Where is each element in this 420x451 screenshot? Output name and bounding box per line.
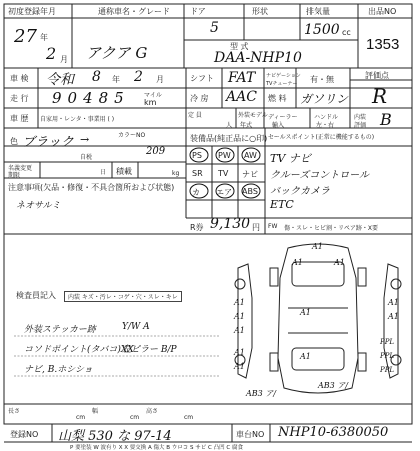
displacement-unit: cc [342, 28, 351, 37]
rating-label: 評価点 [365, 71, 389, 80]
fuel-label: 燃 料 [268, 94, 287, 103]
inspection-note-sticker: 外装ステッカー跡 [24, 325, 96, 335]
ownership-deadline-label: 期限 [8, 172, 21, 179]
capacity-label: 定 員 [188, 112, 202, 119]
inspection-month: 2 [134, 69, 143, 85]
inspection-note-yw: Y/W A [122, 322, 150, 332]
exterior-model-label: 外装モデル [238, 112, 268, 119]
door-label: ドア [190, 7, 206, 16]
tax-label: 自税 [80, 154, 93, 161]
equipment-circles [186, 146, 266, 218]
sales-point-back-camera: バックカメラ [270, 186, 330, 197]
color-no-label: カラーNO [118, 132, 146, 139]
interior-label: 内装 [354, 114, 367, 121]
chassis-value: NHP10-6380050 [278, 425, 389, 440]
ac-label: 冷 房 [190, 94, 209, 103]
reg-month-unit: 月 [60, 55, 68, 64]
inspection-month-unit: 月 [156, 75, 164, 84]
ownership-change-label: 名義変更 [8, 165, 33, 172]
rating-value: R [372, 84, 388, 108]
damage-mark: AB3 ア/ [246, 389, 276, 398]
damage-mark: A1 [334, 258, 345, 267]
damage-mark: AB3 ア/ [318, 381, 348, 390]
equipment-pw: PW [218, 151, 231, 160]
sales-point-tv-navi: TV ナビ [270, 152, 311, 165]
inspection-label: 車 検 [10, 74, 29, 83]
damage-mark: PPL [380, 338, 395, 346]
interior-sub-label: 評価 [354, 122, 367, 129]
inspector-notes-label: 検査員記入 [16, 291, 56, 300]
reg-year-value: 27 [14, 26, 37, 47]
equipment-aw: AW [244, 151, 257, 160]
inspection-note-cigarette: コソドポイント(タバコ)XX [24, 345, 134, 355]
equipment-navi: ナビ [242, 170, 258, 179]
damage-mark: PPL [380, 366, 395, 374]
interior-damage-legend: 内装 キズ・汚レ・コゲ・穴・スレ・キレ [64, 291, 182, 302]
handle-label: ハンドル [314, 114, 339, 121]
width-unit: cm [130, 414, 140, 421]
shift-value: FAT [228, 70, 256, 86]
usage-options: 自家用・レンタ・事業用 ( ) [40, 116, 115, 123]
shift-label: シフト [190, 74, 214, 83]
damage-mark: A1 [234, 312, 245, 321]
equipment-sr: SR [192, 169, 203, 178]
damage-mark: PPL [380, 352, 395, 360]
import-label: 輸入 [272, 122, 285, 129]
days-label: 日 [100, 169, 107, 176]
inspection-year-unit: 年 [112, 75, 120, 84]
accum-label: 積載 [116, 167, 132, 176]
recycle-value: 9,130 [210, 216, 251, 232]
reg-month-value: 2 [46, 44, 57, 63]
year-change-label: 年式 [240, 122, 253, 129]
damage-mark: A1 [234, 362, 245, 371]
height-label: 高さ [146, 408, 159, 415]
reg-year-unit: 年 [40, 33, 48, 42]
color-label: 色 [10, 137, 18, 146]
damage-mark: A1 [234, 326, 245, 335]
notes-title: 注意事項(欠品・修復・不具合箇所および状態) [8, 183, 175, 192]
equipment-tv: TV [218, 169, 229, 178]
name-grade-label: 通称車名・グレード [98, 7, 170, 16]
sales-points-title: セールスポイント(正常に機能するもの) [268, 134, 375, 141]
color-arrow: → [80, 133, 90, 146]
inspection-note-pillar: 左ピラー B/P [122, 345, 177, 355]
damage-mark: A1 [312, 242, 323, 251]
equipment-ps: PS [192, 151, 202, 160]
damage-code-legend: P 要塗装 W 波有り X X 要交換 A 傷大 B ウロコ S サビ C 凸凹 C 腐食 [70, 445, 243, 451]
height-unit: cm [184, 414, 194, 421]
reg-no-value: 山梨 530 な 97-14 [58, 429, 172, 444]
dealer-label: ディーラー [268, 114, 298, 121]
fw-label: FW [268, 223, 278, 230]
width-label: 幅 [92, 408, 99, 415]
accum-unit: kg [172, 170, 180, 177]
damage-mark: A1 [388, 298, 399, 307]
chassis-label: 車台NO [236, 430, 265, 439]
inspection-year: 8 [92, 69, 101, 85]
displacement-label: 排気量 [306, 7, 330, 16]
inspection-note-navi: ナビ, B.ホシショ [24, 365, 93, 375]
model-type-label: 型 式 [230, 42, 249, 51]
mileage-value: 90485 [52, 89, 130, 107]
equipment-title: 装備品(純正品に○印) [190, 134, 268, 143]
mileage-unit-mile: マイル [144, 92, 162, 99]
sales-point-cruise-control: クルーズコントロール [270, 170, 369, 181]
recycle-label: R券 [190, 223, 204, 232]
inspection-era: 令和 [46, 72, 74, 88]
damage-mark: A1 [300, 352, 311, 361]
interior-rating-value: B [380, 110, 392, 129]
model-type-value: DAA-NHP10 [214, 50, 302, 66]
nav-yes-no-label: 有・無 [310, 75, 334, 84]
shape-label: 形状 [252, 7, 268, 16]
nav-label: ナビゲーション [266, 73, 301, 79]
mileage-unit-km: km [144, 98, 157, 107]
damage-mark: A1 [300, 308, 311, 317]
first-reg-label: 初度登録年月 [8, 7, 56, 16]
equipment-ka: カ [192, 188, 200, 197]
notes-value: ネオサルミ [16, 201, 61, 211]
damage-mark: A1 [388, 312, 399, 321]
damage-mark: A1 [234, 348, 245, 357]
displacement-value: 1500 [304, 22, 340, 38]
length-unit: cm [76, 414, 86, 421]
door-value: 5 [210, 20, 219, 36]
color-no-value: 209 [146, 146, 166, 157]
lot-number-value: 1353 [366, 36, 400, 53]
ac-value: AAC [226, 89, 257, 105]
sales-point-etc: ETC [270, 198, 294, 211]
lot-label: 出品NO [368, 7, 397, 16]
usage-history-label: 車 歴 [10, 114, 29, 123]
color-value: ブラック [22, 135, 74, 150]
mileage-label: 走 行 [10, 94, 29, 103]
fw-text: 傷・スレ・ヒビ割・リペア跡・X要 [284, 225, 378, 232]
handle-value: 左・右 [316, 122, 335, 129]
damage-mark: A1 [234, 298, 245, 307]
equipment-air: エア [216, 188, 232, 197]
capacity-unit: 人 [226, 122, 233, 129]
equipment-abs: ABS [242, 187, 258, 196]
tv-tuner-label: TVチューナー [266, 81, 298, 87]
reg-no-label: 登録NO [10, 430, 39, 439]
recycle-unit: 円 [252, 223, 260, 232]
car-name-value: アクア G [86, 44, 148, 62]
fuel-value: ガソリン [300, 92, 349, 106]
length-label: 長さ [8, 408, 21, 415]
damage-mark: A1 [292, 258, 303, 267]
